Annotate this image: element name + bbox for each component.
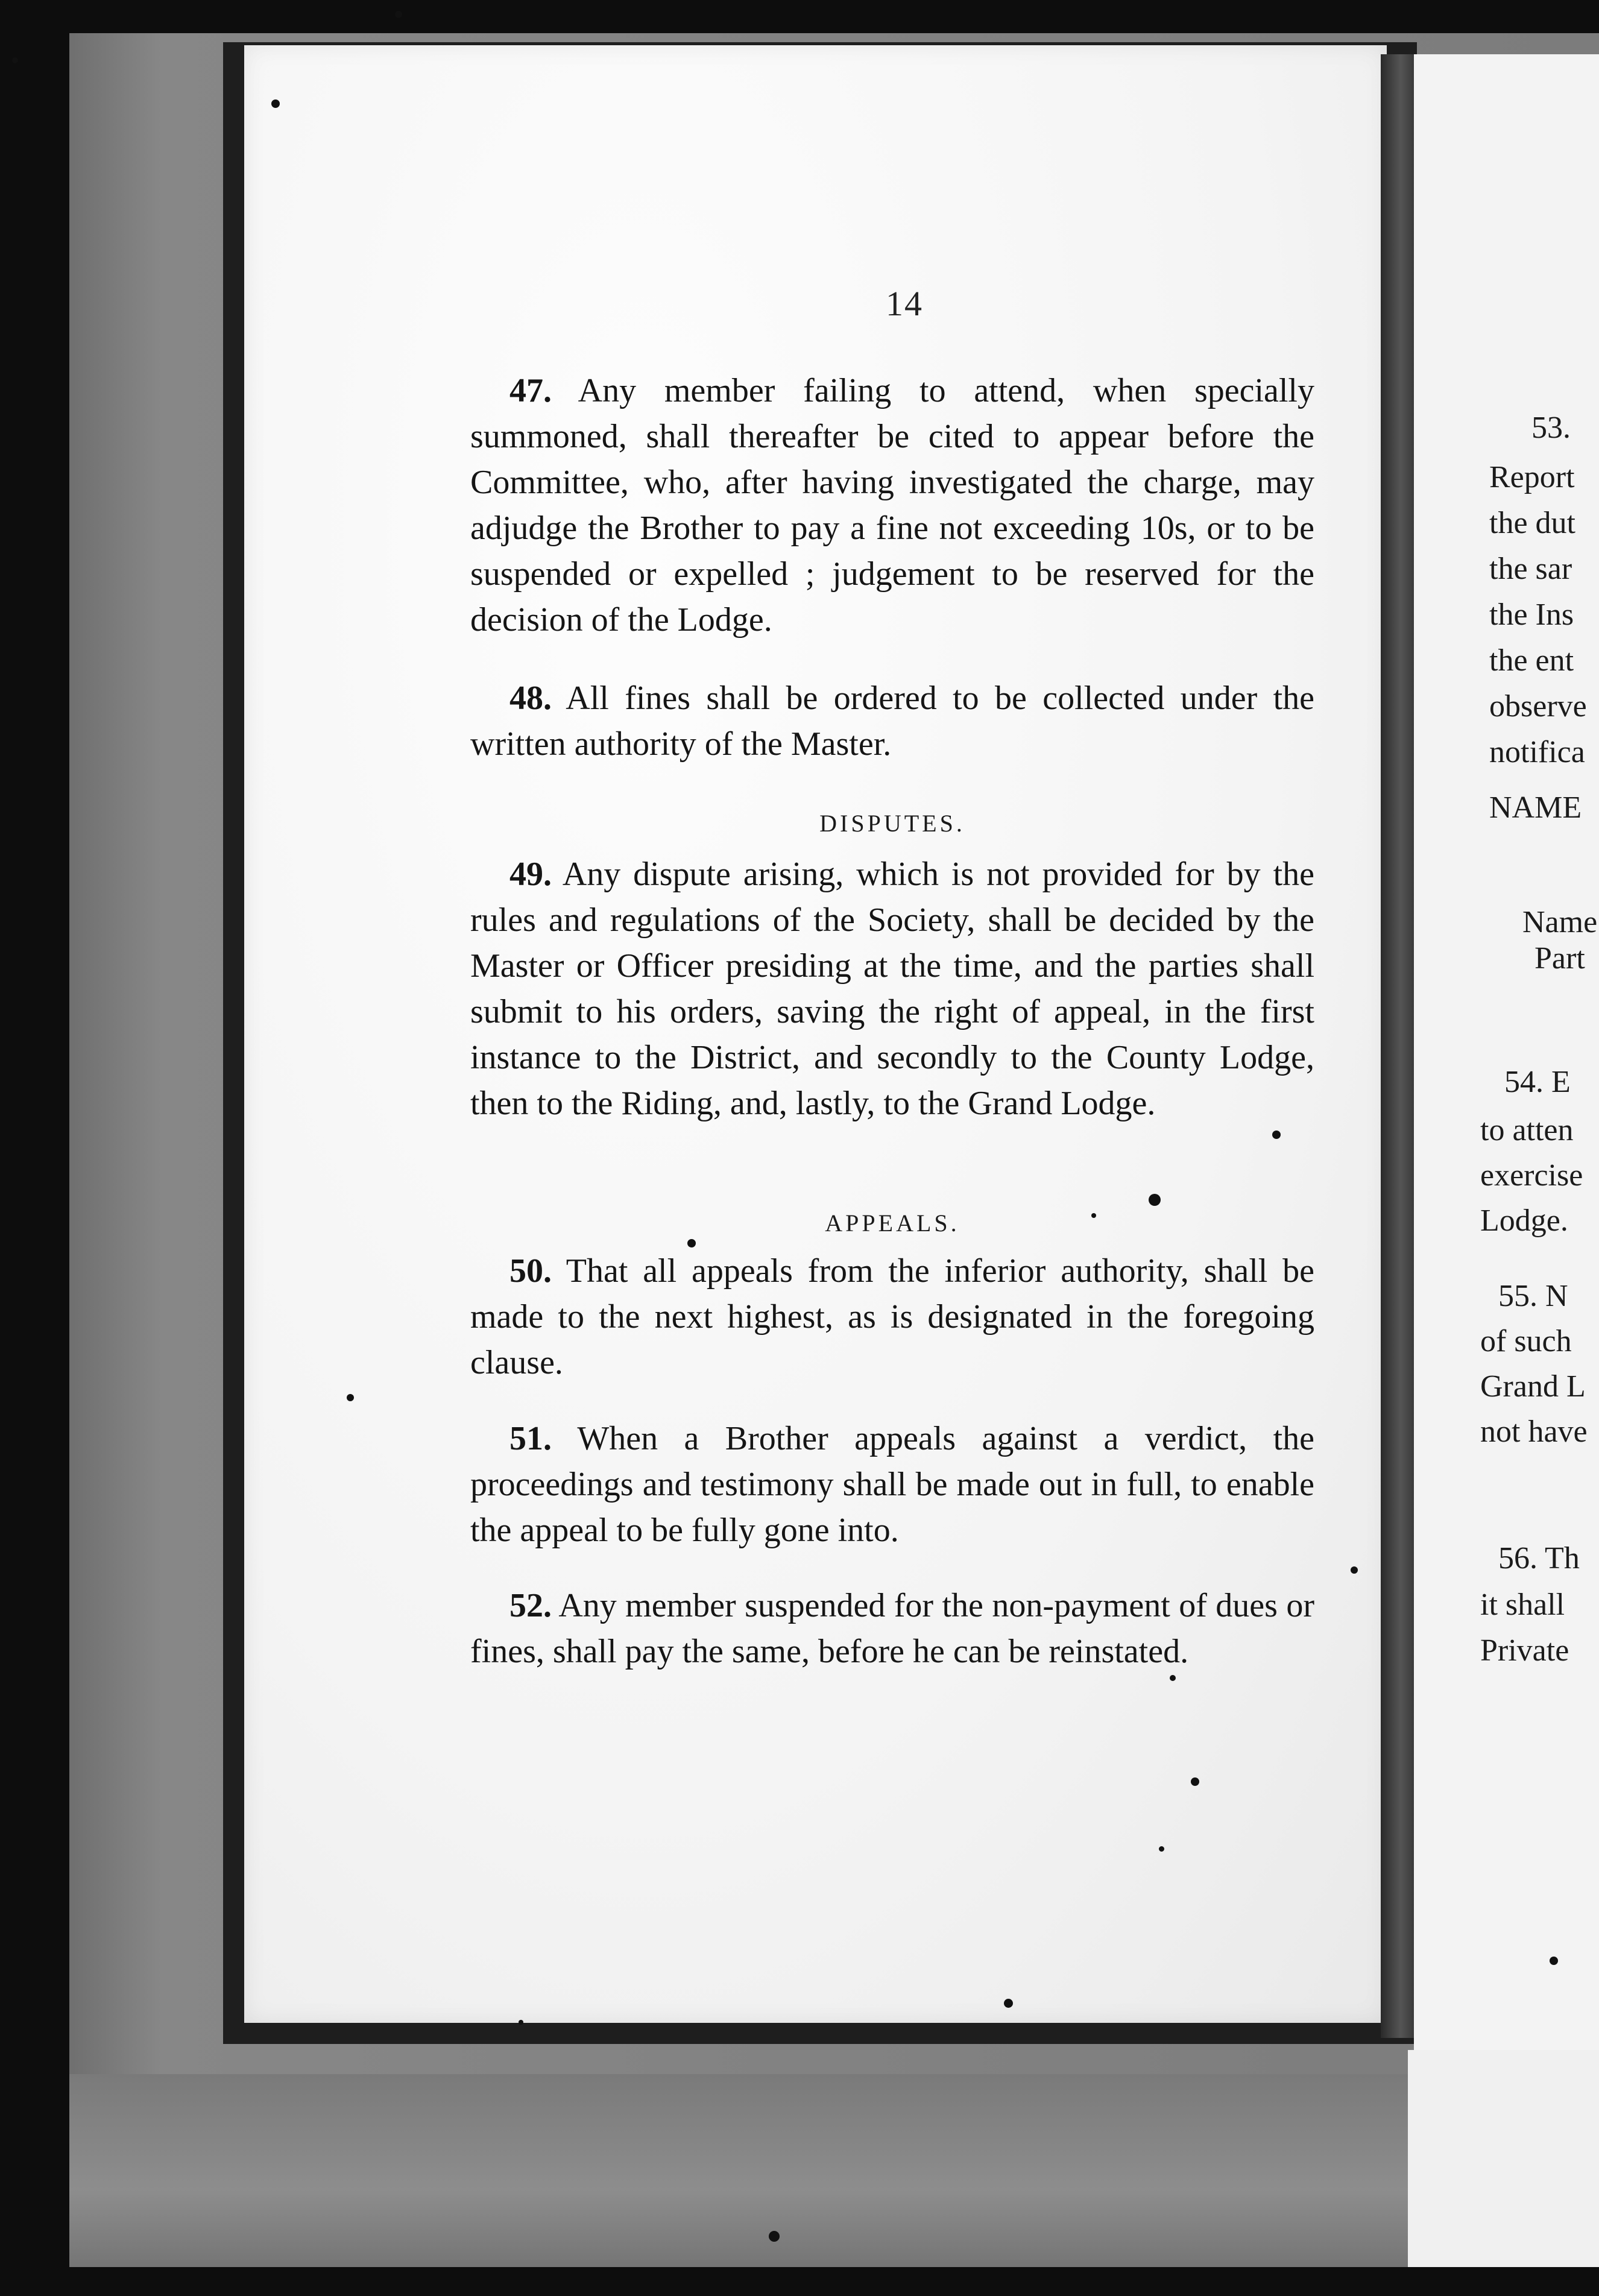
- scan-speck: [519, 2020, 523, 2025]
- scan-speck: [1550, 1957, 1558, 1965]
- scan-speck: [1272, 1131, 1281, 1139]
- right-fragment: the sar: [1489, 552, 1572, 586]
- right-fragment: notifica: [1489, 735, 1585, 769]
- paragraph-number: 47.: [509, 372, 552, 409]
- section-heading-disputes: DISPUTES.: [819, 810, 965, 837]
- paragraph-text: Any dispute arising, which is not provided for by the rules and regulations of the Society, shall be decided by the Master or Officer presiding at the time, and the parties shall submit to his orders, saving the right of appeal, in the first instance to the District, and secondly to the County Lodge, then to the Riding, and, lastly, to the Grand Lodge.: [470, 856, 1314, 1122]
- right-page: [1414, 54, 1599, 2255]
- right-fragment: Name: [1522, 905, 1598, 939]
- paragraph-text: When a Brother appeals against a verdict, the proceedings and testimony shall be made out in full, to enable the appeal to be fully gone into.: [470, 1420, 1314, 1549]
- scan-speck: [271, 99, 280, 108]
- scan-speck: [769, 2231, 780, 2242]
- right-fragment: to atten: [1480, 1113, 1574, 1147]
- scan-speck: [1004, 1999, 1013, 2008]
- scan-speck: [1091, 1213, 1096, 1218]
- paragraph-text: Any member failing to attend, when specially summoned, shall thereafter be cited to appear before the Committee, who, after having investigated the charge, may adjudge the Brother to pay a fine not exceeding 10s, or to be suspended or expelled ; judgement to be reserved for the decision of the Lodge.: [470, 372, 1314, 639]
- right-fragment: it shall: [1480, 1588, 1565, 1622]
- paragraph-number: 49.: [509, 856, 552, 893]
- scan-speck: [687, 1239, 696, 1247]
- paragraph-text: Any member suspended for the non-payment of dues or fines, shall pay the same, before he can be reinstated.: [470, 1587, 1314, 1670]
- paragraph-number: 52.: [509, 1587, 552, 1624]
- scan-speck: [347, 1394, 354, 1401]
- right-fragment: exercise: [1480, 1158, 1583, 1193]
- section-heading-appeals: APPEALS.: [825, 1210, 960, 1237]
- right-fragment: 56. Th: [1498, 1541, 1580, 1575]
- scan-speck: [395, 11, 402, 18]
- scan-speck: [1191, 1777, 1199, 1786]
- right-page-lower: [1408, 2050, 1599, 2267]
- page-number: 14: [886, 284, 923, 323]
- paragraph-48: [470, 675, 1314, 767]
- paragraph-50: [470, 1248, 1314, 1386]
- right-fragment: of such: [1480, 1324, 1572, 1358]
- right-fragment: observe: [1489, 689, 1587, 724]
- right-fragment: Report: [1489, 460, 1575, 494]
- right-fragment: not have: [1480, 1414, 1588, 1449]
- right-fragment: NAME: [1489, 790, 1582, 825]
- scan-bottom-margin: [69, 2074, 1599, 2267]
- right-fragment: 53.: [1531, 411, 1571, 445]
- paragraph-51: [470, 1416, 1314, 1553]
- paragraph-number: 51.: [509, 1420, 552, 1457]
- right-fragment: the ent: [1489, 643, 1574, 678]
- right-fragment: 55. N: [1498, 1279, 1568, 1313]
- right-fragment: the dut: [1489, 506, 1575, 540]
- paragraph-text: All fines shall be ordered to be collected under the written authority of the Master.: [470, 680, 1314, 763]
- book-spine: [1381, 54, 1414, 2038]
- paragraph-text: That all appeals from the inferior authority, shall be made to the next highest, as is designated in the foregoing clause.: [470, 1252, 1314, 1381]
- right-fragment: Private: [1480, 1633, 1569, 1668]
- scan-speck: [1149, 1194, 1161, 1206]
- scan-speck: [1170, 1675, 1176, 1681]
- right-fragment: Grand L: [1480, 1369, 1586, 1404]
- scan-speck: [12, 57, 18, 63]
- right-fragment: Part: [1534, 941, 1585, 976]
- paragraph-49: [470, 851, 1314, 1126]
- paragraph-47: [470, 368, 1314, 643]
- paragraph-number: 50.: [509, 1252, 552, 1290]
- paragraph-number: 48.: [509, 680, 552, 717]
- right-fragment: the Ins: [1489, 598, 1574, 632]
- right-fragment: Lodge.: [1480, 1203, 1568, 1238]
- right-fragment: 54. E: [1504, 1065, 1571, 1099]
- paragraph-52: [470, 1583, 1314, 1674]
- scan-speck: [1159, 1846, 1164, 1852]
- scan-speck: [1351, 1566, 1358, 1574]
